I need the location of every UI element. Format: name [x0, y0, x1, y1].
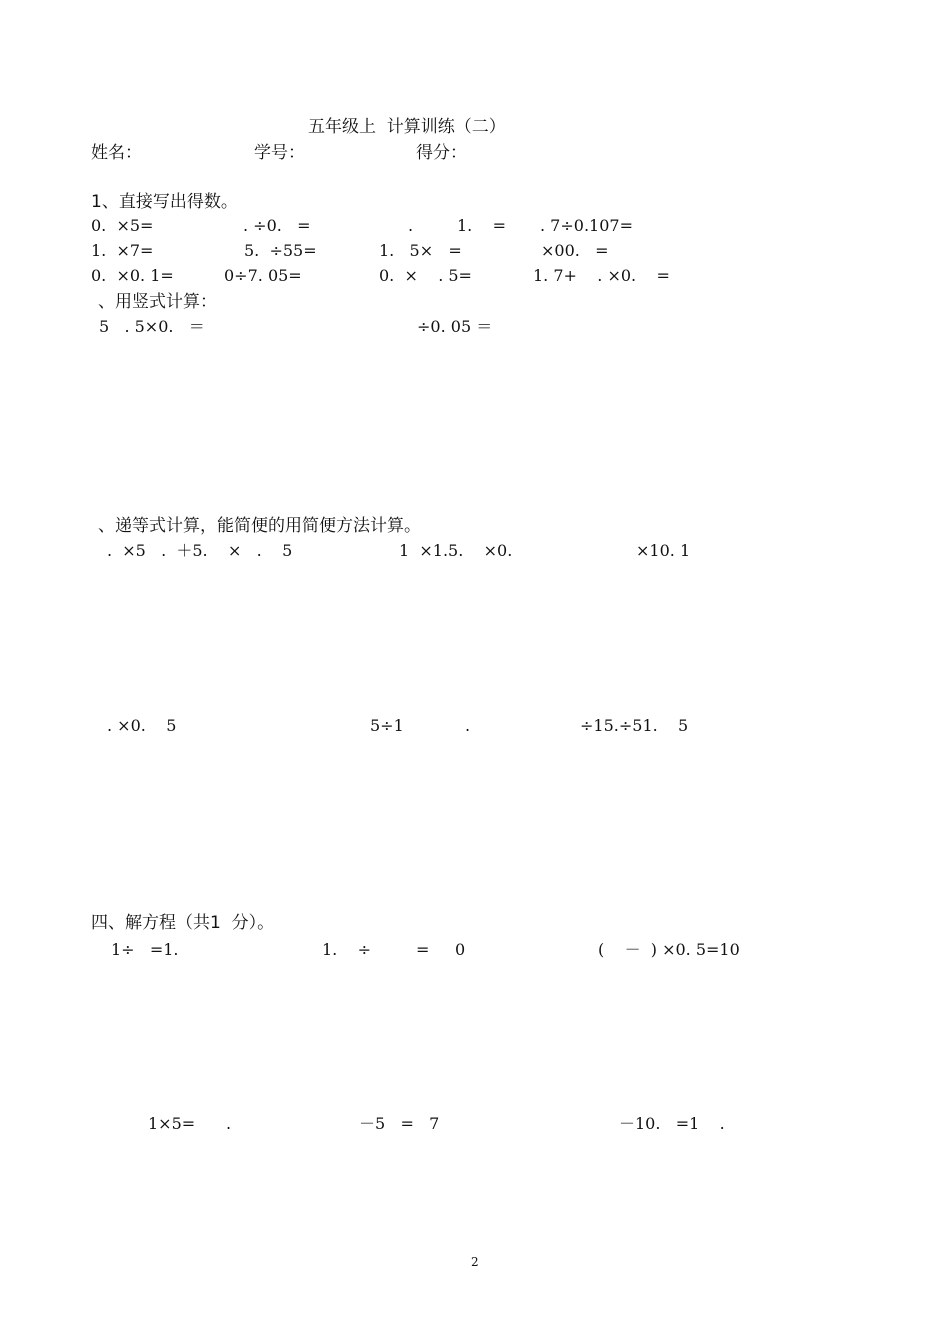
- section1-item: 0÷7. 05=: [224, 266, 302, 285]
- section3-heading: 、递等式计算，能简便的用简便方法计算。: [98, 516, 421, 536]
- equation-problem: 1÷ =1.: [111, 940, 179, 959]
- vertical-calc-problem: 5 . 5×0. ＝: [99, 317, 205, 336]
- section1-item: . ÷0. =: [243, 216, 311, 235]
- equation-problem: 0: [455, 940, 466, 959]
- section1-item: 1. 5× =: [379, 241, 462, 260]
- vertical-calc-problem: ÷0. 05 ＝: [417, 317, 493, 336]
- step-calc-problem: .: [465, 716, 471, 735]
- equation-problem: =: [416, 940, 430, 959]
- step-calc-problem: 5÷1: [370, 716, 404, 735]
- section1-item: 0. ×0. 1=: [91, 266, 174, 285]
- step-calc-problem: ÷15.÷51. 5: [580, 716, 689, 735]
- score-label: 得分：: [416, 143, 467, 163]
- section1-item: 1. ×7=: [91, 241, 154, 260]
- page-title: 五年级上 计算训练（二）: [308, 117, 506, 137]
- equation-problem: 1×5=: [148, 1114, 196, 1133]
- section1-heading: 1、直接写出得数。: [91, 192, 238, 212]
- section1-item: 0. ×5=: [91, 216, 154, 235]
- section1-item: .: [408, 216, 414, 235]
- section1-item: 0. × . 5=: [379, 266, 472, 285]
- section1-item: 1. =: [457, 216, 507, 235]
- section2-heading: 、用竖式计算：: [98, 292, 217, 312]
- name-label: 姓名：: [91, 143, 142, 163]
- section1-item: . 7÷0.107=: [540, 216, 633, 235]
- step-calc-problem: . ×5 . ＋5. × . 5: [107, 541, 293, 560]
- equation-problem: ( － ) ×0. 5=10: [598, 940, 740, 959]
- student-number-label: 学号：: [254, 143, 305, 163]
- equation-problem: .: [226, 1114, 232, 1133]
- section4-heading: 四、解方程（共1 分）。: [91, 913, 275, 933]
- section1-item: 1. 7+ . ×0. =: [533, 266, 670, 285]
- equation-problem: －10. =1 .: [619, 1114, 725, 1133]
- page-number: 2: [471, 1255, 479, 1269]
- step-calc-problem: . ×0. 5: [107, 716, 177, 735]
- section1-item: ×00. =: [541, 241, 609, 260]
- step-calc-problem: 1 ×1.5. ×0.: [399, 541, 513, 560]
- equation-problem: 1. ÷: [322, 940, 372, 959]
- section1-item: 5. ÷55=: [244, 241, 317, 260]
- step-calc-problem: ×10. 1: [636, 541, 691, 560]
- equation-problem: －5 = 7: [359, 1114, 440, 1133]
